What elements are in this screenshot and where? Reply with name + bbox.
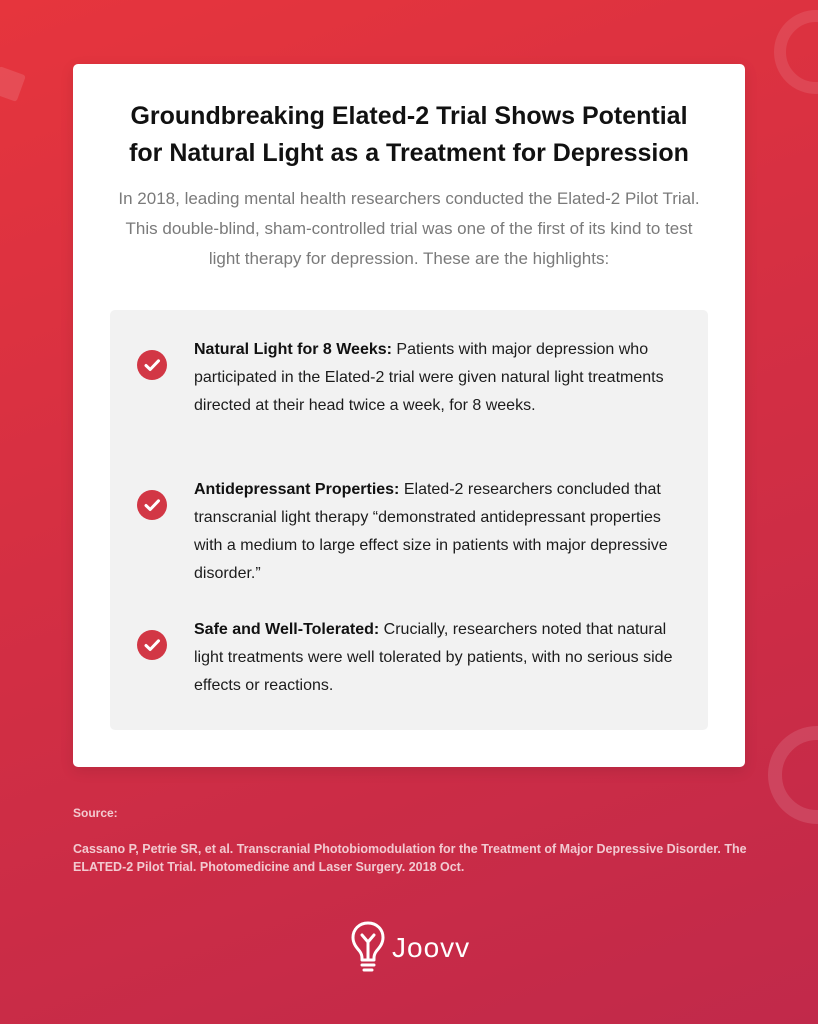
highlight-text <box>194 476 690 588</box>
brand-name: Joovv <box>392 932 471 963</box>
article-card <box>73 64 745 767</box>
highlight-heading: Natural Light for 8 Weeks: <box>194 341 392 358</box>
highlight-body: Patients with major depression who participated in the Elated-2 trial were given natural light treatments directed at their head twice a week, for 8 weeks. <box>194 341 664 414</box>
brand-logo <box>350 920 490 976</box>
source-citation: Cassano P, Petrie SR, et al. Transcranial Photobiomodulation for the Treatment of Major Depressive Disorder. The ELATED-2 Pilot Trial. Photomedicine and Laser Surgery. 2018 Oct. <box>73 842 747 874</box>
page-title: Groundbreaking Elated-2 Trial Shows Potential for Natural Light as a Treatment for Depression <box>129 102 689 167</box>
intro-paragraph: In 2018, leading mental health researchers conducted the Elated-2 Pilot Trial. This double-blind, sham-controlled trial was one of the first of its kind to test light therapy for depression. These are the highlights: <box>118 189 700 268</box>
decorative-ring-top <box>774 10 818 94</box>
lightbulb-logo-icon <box>350 920 386 974</box>
source-label: Source: <box>73 806 118 820</box>
decorative-square <box>0 66 26 102</box>
highlights-panel <box>110 310 708 730</box>
highlight-body: Crucially, researchers noted that natural light treatments were well tolerated by patients, with no serious side effects or reactions. <box>194 621 673 694</box>
highlight-heading: Safe and Well-Tolerated: <box>194 621 380 638</box>
decorative-ring-right <box>768 726 818 824</box>
check-circle-icon <box>137 350 167 380</box>
check-circle-icon <box>137 630 167 660</box>
highlight-body: Elated-2 researchers concluded that transcranial light therapy “demonstrated antidepressant properties with a medium to large effect size in patients with major depressive disorder.” <box>194 481 668 582</box>
highlight-text <box>194 616 690 700</box>
highlight-heading: Antidepressant Properties: <box>194 481 400 498</box>
check-circle-icon <box>137 490 167 520</box>
highlight-text <box>194 336 690 420</box>
